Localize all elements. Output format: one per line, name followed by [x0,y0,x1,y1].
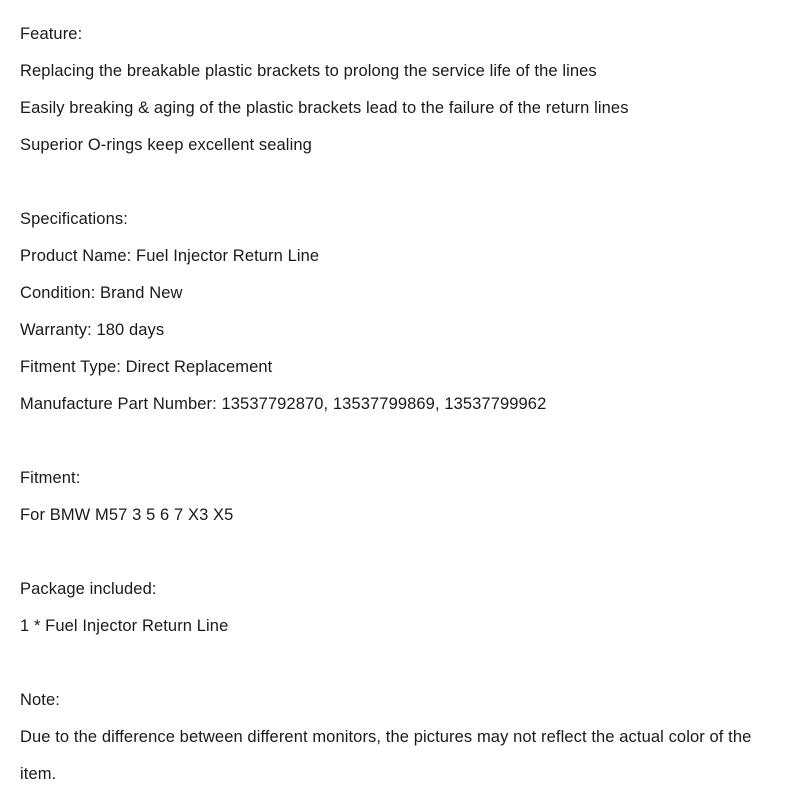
section-specifications [20,201,780,423]
note-line-1: Due to the difference between different monitors, the pictures may not reflect the actual color of the item. [20,728,752,783]
feature-line-2: Easily breaking & aging of the plastic brackets lead to the failure of the return lines [20,99,629,117]
section-spacer [20,164,780,201]
spec-fitment-type: Fitment Type: Direct Replacement [20,358,273,376]
section-spacer [20,645,780,682]
fitment-line-1: For BMW M57 3 5 6 7 X3 X5 [20,506,234,524]
section-heading-package-included: Package included: [20,580,157,598]
spec-manufacture-part-number: Manufacture Part Number: 13537792870, 13537799869, 13537799962 [20,395,547,413]
section-heading-specifications: Specifications: [20,210,128,228]
feature-line-1: Replacing the breakable plastic brackets to prolong the service life of the lines [20,62,597,80]
section-fitment [20,460,780,534]
section-heading-note: Note: [20,691,60,709]
section-heading-feature: Feature: [20,25,83,43]
feature-line-3: Superior O-rings keep excellent sealing [20,136,312,154]
package-line-1: 1 * Fuel Injector Return Line [20,617,229,635]
section-feature [20,16,780,164]
spec-warranty: Warranty: 180 days [20,321,165,339]
section-spacer [20,423,780,460]
section-package-included [20,571,780,645]
section-note [20,682,780,793]
spec-product-name: Product Name: Fuel Injector Return Line [20,247,320,265]
section-heading-fitment: Fitment: [20,469,81,487]
section-spacer [20,534,780,571]
spec-condition: Condition: Brand New [20,284,183,302]
